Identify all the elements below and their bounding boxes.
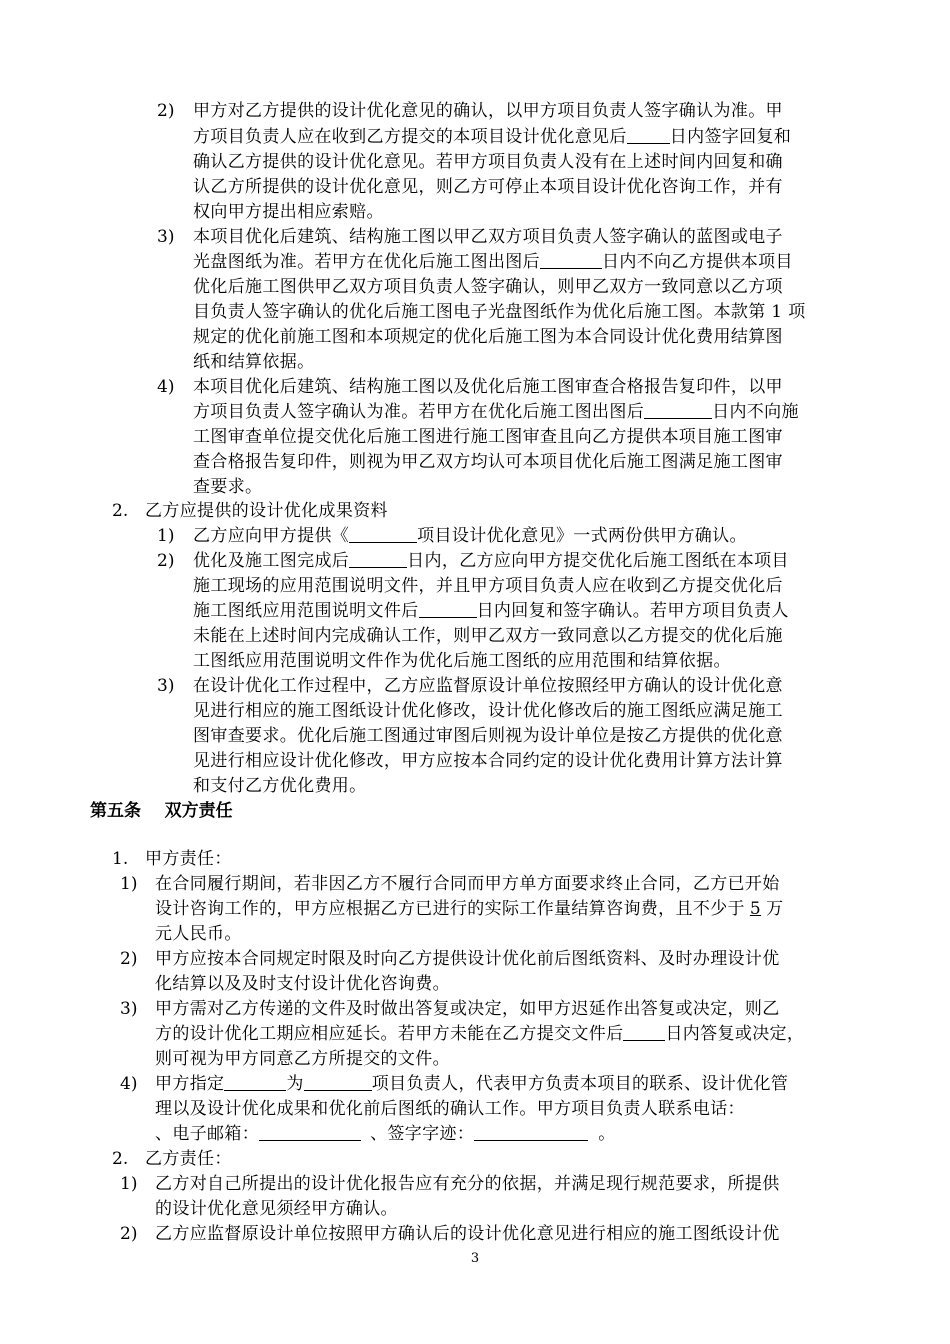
page-number: 3 xyxy=(470,1251,480,1266)
text-line: 元人民币。 xyxy=(155,924,242,944)
text-line: 方项目负责人应在收到乙方提交的本项目设计优化意见后 日内签字回复和 xyxy=(193,127,792,147)
text-line: 和支付乙方优化费用。 xyxy=(193,776,367,796)
blank-field xyxy=(419,600,477,618)
text-line: 的设计优化意见须经甲方确认。 xyxy=(155,1199,398,1219)
text-line: 施工现场的应用范围说明文件，并且甲方项目负责人应在收到乙方提交优化后 xyxy=(193,576,783,596)
text-line: 未能在上述时间内完成确认工作，则甲乙双方一致同意以乙方提交的优化后施 xyxy=(193,626,783,646)
text-line: 方的设计优化工期应相应延长。若甲方未能在乙方提交文件后 日内答复或决定， xyxy=(155,1024,805,1044)
amount-value: 5 xyxy=(749,899,762,919)
text-line: 乙方应监督原设计单位按照甲方确认后的设计优化意见进行相应的施工图纸设计优 xyxy=(155,1224,780,1244)
text-line: 纸和结算依据。 xyxy=(193,352,315,372)
blank-field xyxy=(224,1073,286,1091)
section-number: 2. xyxy=(112,1149,129,1169)
text-line: 施工图纸应用范围说明文件后 日内回复和签字确认。若甲方项目负责人 xyxy=(193,601,789,621)
text-line: 优化及施工图完成后 日内，乙方应向甲方提交优化后施工图纸在本项目 xyxy=(193,551,789,571)
text-line: 在合同履行期间，若非因乙方不履行合同而甲方单方面要求终止合同，乙方已开始 xyxy=(155,874,780,894)
section-title: 乙方责任： xyxy=(145,1149,232,1169)
text-line: 化结算以及及时支付设计优化咨询费。 xyxy=(155,974,450,994)
text-line: 见进行相应设计优化修改，甲方应按本合同约定的设计优化费用计算方法计算 xyxy=(193,751,783,771)
text-line: 见进行相应的施工图纸设计优化修改，设计优化修改后的施工图纸应满足施工 xyxy=(193,701,783,721)
section-title: 甲方责任： xyxy=(145,849,232,869)
list-number: 1) xyxy=(120,1174,138,1194)
blank-field xyxy=(474,1123,588,1141)
blank-field xyxy=(623,1023,665,1041)
blank-field xyxy=(627,126,670,144)
text-line: 确认乙方提供的设计优化意见。若甲方项目负责人没有在上述时间内回复和确 xyxy=(193,152,783,172)
text-line: 工图审查单位提交优化后施工图进行施工图审查且向乙方提供本项目施工图审 xyxy=(193,427,783,447)
section-title: 乙方应提供的设计优化成果资料 xyxy=(145,501,388,521)
blank-field xyxy=(540,251,602,269)
text-line: 查要求。 xyxy=(193,477,263,497)
text-line: 乙方对自己所提出的设计优化报告应有充分的依据，并满足现行规范要求，所提供 xyxy=(155,1174,780,1194)
text-line: 本项目优化后建筑、结构施工图以甲乙双方项目负责人签字确认的蓝图或电子 xyxy=(193,227,783,247)
text-line: 本项目优化后建筑、结构施工图以及优化后施工图审查合格报告复印件，以甲 xyxy=(193,377,783,397)
list-number: 1) xyxy=(120,874,138,894)
text-line: 图审查要求。优化后施工图通过审图后则视为设计单位是按乙方提供的优化意 xyxy=(193,726,783,746)
blank-field xyxy=(259,1123,361,1141)
text-line: 工图纸应用范围说明文件作为优化后施工图纸的应用范围和结算依据。 xyxy=(193,651,731,671)
text-line: 优化后施工图供甲乙双方项目负责人签字确认，则甲乙双方一致同意以乙方项 xyxy=(193,277,783,297)
list-number: 4) xyxy=(157,377,175,397)
text-line: 光盘图纸为准。若甲方在优化后施工图出图后 日内不向乙方提供本项目 xyxy=(193,252,793,272)
list-number: 2) xyxy=(157,551,175,571)
text-line: 理以及设计优化成果和优化前后图纸的确认工作。甲方项目负责人联系电话： xyxy=(155,1099,745,1119)
list-number: 2) xyxy=(120,1224,138,1244)
list-number: 1) xyxy=(157,526,175,546)
text-line: 乙方应向甲方提供《 项目设计优化意见》一式两份供甲方确认。 xyxy=(193,526,747,546)
text-line: 甲方指定 为 项目负责人，代表甲方负责本项目的联系、设计优化管 xyxy=(155,1074,789,1094)
blank-field xyxy=(349,550,407,568)
list-number: 2) xyxy=(120,949,138,969)
text-line: 查合格报告复印件，则视为甲乙双方均认可本项目优化后施工图满足施工图审 xyxy=(193,452,783,472)
list-number: 3) xyxy=(157,676,175,696)
text-line: 在设计优化工作过程中，乙方应监督原设计单位按照经甲方确认的设计优化意 xyxy=(193,676,783,696)
blank-field xyxy=(304,1073,372,1091)
text-line: 权向甲方提出相应索赔。 xyxy=(193,202,384,222)
list-number: 2) xyxy=(157,101,175,121)
section-number: 1. xyxy=(112,849,129,869)
text-line: 、电子邮箱： 、签字字迹： 。 xyxy=(155,1124,616,1144)
text-line: 方项目负责人签字确认为准。若甲方在优化后施工图出图后 日内不向施 xyxy=(193,402,799,422)
blank-field xyxy=(644,401,712,419)
text-line: 目负责人签字确认的优化后施工图电子光盘图纸作为优化后施工图。本款第 1 项 xyxy=(193,302,806,322)
text-line: 甲方应按本合同规定时限及时向乙方提供设计优化前后图纸资料、及时办理设计优 xyxy=(155,949,780,969)
text-line: 则可视为甲方同意乙方所提交的文件。 xyxy=(155,1049,450,1069)
list-number: 3) xyxy=(120,999,138,1019)
text-line: 规定的优化前施工图和本项规定的优化后施工图为本合同设计优化费用结算图 xyxy=(193,327,783,347)
text-line: 甲方对乙方提供的设计优化意见的确认，以甲方项目负责人签字确认为准。甲 xyxy=(193,101,783,121)
text-line: 认乙方所提供的设计优化意见，则乙方可停止本项目设计优化咨询工作，并有 xyxy=(193,177,783,197)
text-line: 甲方需对乙方传递的文件及时做出答复或决定，如甲方迟延作出答复或决定，则乙 xyxy=(155,999,780,1019)
blank-field xyxy=(349,525,417,543)
section-number: 2. xyxy=(112,501,129,521)
list-number: 3) xyxy=(157,227,175,247)
list-number: 4) xyxy=(120,1074,138,1094)
text-line: 设计咨询工作的，甲方应根据乙方已进行的实际工作量结算咨询费，且不少于 5 万 xyxy=(155,899,784,919)
article-heading: 第五条 双方责任 xyxy=(90,801,233,821)
